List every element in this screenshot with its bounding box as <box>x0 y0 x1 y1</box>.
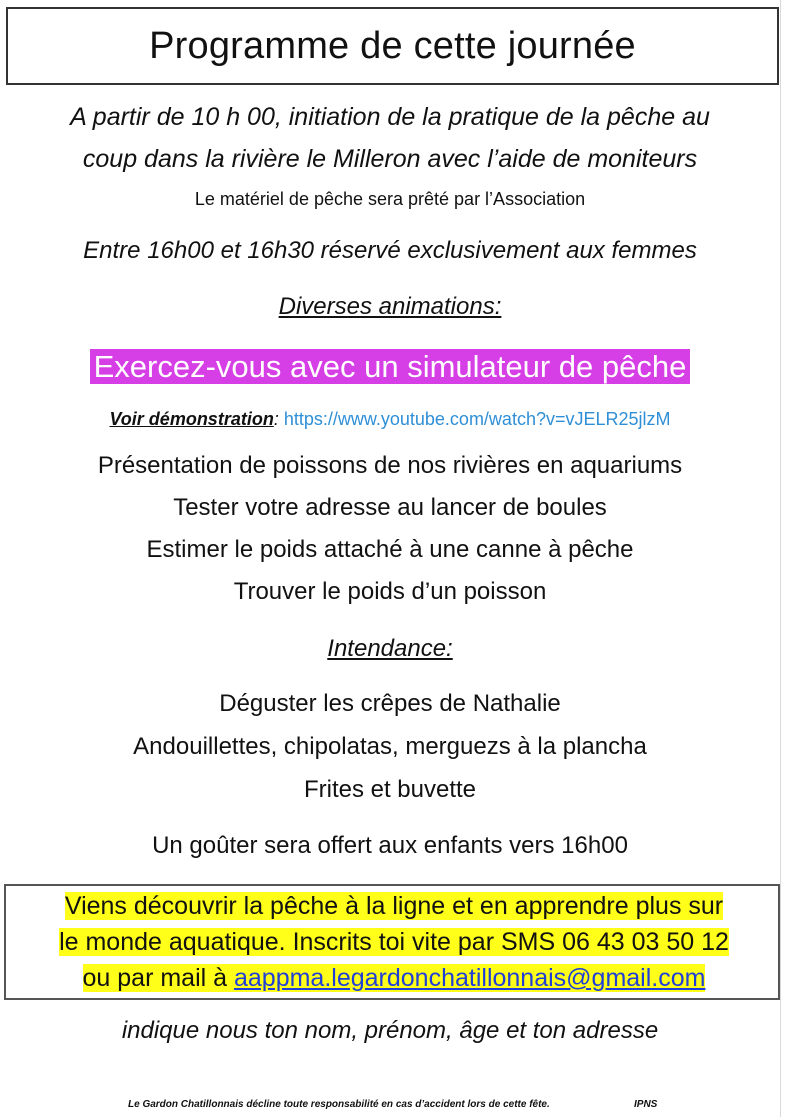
demo-link[interactable]: https://www.youtube.com/watch?v=vJELR25jlzM <box>283 409 671 429</box>
email-link[interactable]: aappma.legardonchatillonnais@gmail.com <box>233 964 706 992</box>
gouter-line: Un goûter sera offert aux enfants vers 16h00 <box>152 832 628 859</box>
intendance-item: Andouillettes, chipolatas, merguezs à la plancha <box>133 733 647 760</box>
simulator-line <box>0 349 780 385</box>
footer-ipns: IPNS <box>634 1099 658 1110</box>
intendance-item: Frites et buvette <box>303 776 477 803</box>
equipment-note: Le matériel de pêche sera prêté par l’Association <box>194 189 586 209</box>
animation-item: Trouver le poids d’un poisson <box>233 578 547 605</box>
demo-label: Voir démonstration <box>109 409 274 429</box>
page-title: Programme de cette journée <box>149 24 636 67</box>
intendance-item: Déguster les crêpes de Nathalie <box>219 690 561 717</box>
intro-line-1: A partir de 10 h 00, initiation de la pratique de la pêche au <box>70 103 710 131</box>
demo-separator: : <box>273 409 284 429</box>
women-slot: Entre 16h00 et 16h30 réservé exclusivement aux femmes <box>83 237 697 264</box>
cta-line-2-text: le monde aquatique. Inscrits toi vite par SMS 06 43 03 50 12 <box>59 928 729 956</box>
cta-box <box>4 884 780 1000</box>
cta-line-1-text: Viens découvrir la pêche à la ligne et en apprendre plus sur <box>64 892 724 920</box>
cta-line-1 <box>6 892 782 921</box>
simulator-highlight: Exercez-vous avec un simulateur de pêche <box>90 349 691 384</box>
demo-line <box>0 409 780 430</box>
animation-item: Tester votre adresse au lancer de boules <box>173 494 607 521</box>
animations-heading: Diverses animations: <box>278 293 502 320</box>
intro-line-2: coup dans la rivière le Milleron avec l’aide de moniteurs <box>82 145 698 173</box>
intendance-heading: Intendance: <box>327 635 453 662</box>
closing-line: indique nous ton nom, prénom, âge et ton adresse <box>121 1017 659 1044</box>
title-box <box>6 7 779 85</box>
cta-line-3-prefix: ou par mail à <box>82 964 234 992</box>
cta-line-3 <box>6 964 782 993</box>
animation-item: Présentation de poissons de nos rivières en aquariums <box>97 452 683 479</box>
footer-disclaimer: Le Gardon Chatillonnais décline toute responsabilité en cas d’accident lors de cette fête. <box>128 1099 550 1110</box>
cta-line-2 <box>6 928 782 957</box>
animation-item: Estimer le poids attaché à une canne à pêche <box>146 536 634 563</box>
